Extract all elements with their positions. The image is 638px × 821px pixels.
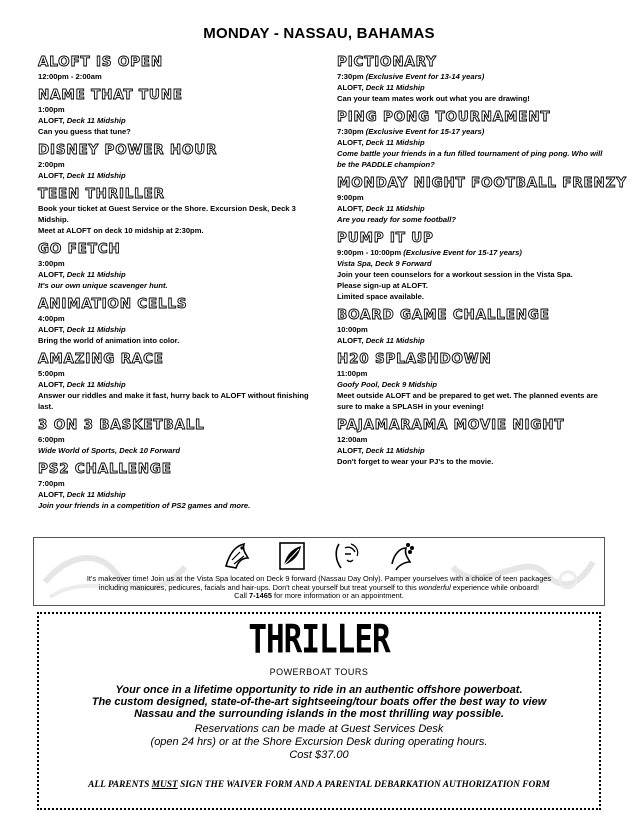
- event-pump-it-up: [337, 230, 607, 302]
- event-detail-line: 9:00pm: [337, 193, 364, 202]
- left-schedule-column: [38, 54, 313, 516]
- leaf-square-icon: [277, 540, 307, 572]
- bird-grapes-icon: [386, 540, 416, 572]
- event-title: DISNEY POWER HOUR: [38, 142, 218, 158]
- event-detail-line: 11:00pm: [337, 369, 368, 378]
- event-detail-line: Are you ready for some football?: [337, 215, 456, 224]
- event-title: NAME THAT TUNE: [38, 87, 183, 103]
- event-detail-line: 9:00pm - 10:00pm (Exclusive Event for 15-17 years): [337, 248, 522, 257]
- event-disney-power-hour: [38, 142, 313, 181]
- event-detail-line: Join your friends in a competition of PS2 games and more.: [38, 501, 251, 510]
- event-detail-line: ALOFT, Deck 11 Midship: [337, 83, 425, 92]
- thriller-pitch: Your once in a lifetime opportunity to ride in an authentic offshore powerboat. The custom designed, state-of-the-art sightseeing/tour boats offer the best way to view Nassau and the surrounding islands in the most thrilling way possible.: [91, 684, 547, 720]
- event-title: BOARD GAME CHALLENGE: [337, 307, 550, 323]
- event-title: ALOFT IS OPEN: [38, 54, 163, 70]
- event-detail-line: 12:00am: [337, 435, 368, 444]
- event-teen-thriller: [38, 186, 313, 236]
- event-detail-line: 7:00pm: [38, 479, 65, 488]
- event-detail-line: Goofy Pool, Deck 9 Midship: [337, 380, 437, 389]
- event-title: AMAZING RACE: [38, 351, 164, 367]
- event-title: PS2 CHALLENGE: [38, 461, 172, 477]
- event-detail-line: Meet outside ALOFT and be prepared to get wet. The planned events are sure to make a SPLASH in your evening!: [337, 391, 598, 411]
- event-detail-line: 3:00pm: [38, 259, 65, 268]
- event-detail-line: 2:00pm: [38, 160, 65, 169]
- event-detail-line: 12:00pm - 2:00am: [38, 72, 102, 81]
- event-title: H20 SPLASHDOWN: [337, 351, 492, 367]
- event-name-that-tune: [38, 87, 313, 137]
- thriller-reservation-info: Reservations can be made at Guest Services Desk (open 24 hrs) or at the Shore Excursion Desk during operating hours. Cost $37.00: [49, 723, 589, 762]
- event-animation-cells: [38, 296, 313, 346]
- event-h20-splashdown: [337, 351, 607, 412]
- event-detail-line: ALOFT, Deck 11 Midship: [38, 270, 126, 279]
- event-title: PAJAMARAMA MOVIE NIGHT: [337, 417, 565, 433]
- event-detail-line: ALOFT, Deck 11 Midship: [337, 204, 425, 213]
- event-detail-line: It's our own unique scavenger hunt.: [38, 281, 168, 290]
- thriller-subtitle: POWERBOAT TOURS: [269, 667, 369, 677]
- event-detail-line: Please sign-up at ALOFT.: [337, 281, 428, 290]
- thriller-powerboat-box: [37, 612, 601, 810]
- event-aloft-is-open: [38, 54, 313, 82]
- event-3-on-3-basketball: [38, 417, 313, 456]
- spa-phone-number: 7-1465: [248, 591, 272, 601]
- event-title: MONDAY NIGHT FOOTBALL FRENZY: [337, 175, 627, 191]
- spa-line-3: Call 7-1465 for more information or an appointment.: [234, 591, 404, 601]
- event-detail-line: 4:00pm: [38, 314, 65, 323]
- bird-sketch-icon: [222, 540, 252, 572]
- event-board-game-challenge: [337, 307, 607, 346]
- spa-line-2: including manicures, pedicures, facials and hair-ups. Don't cheat yourself but treat yourself to this wonderful experience while onboard!: [98, 582, 540, 592]
- event-title: PICTIONARY: [337, 54, 437, 70]
- event-detail-line: 10:00pm: [337, 325, 368, 334]
- event-detail-line: 6:00pm: [38, 435, 65, 444]
- page-title: MONDAY - NASSAU, BAHAMAS: [203, 25, 435, 42]
- event-title: 3 ON 3 BASKETBALL: [38, 417, 205, 433]
- event-detail-line: ALOFT, Deck 11 Midship: [337, 446, 425, 455]
- event-detail-line: ALOFT, Deck 11 Midship: [337, 138, 425, 147]
- event-detail-line: Vista Spa, Deck 9 Forward: [337, 259, 432, 268]
- event-detail-line: 7:30pm (Exclusive Event for 13-14 years): [337, 72, 485, 81]
- event-detail-line: Can your team mates work out what you are drawing!: [337, 94, 530, 103]
- event-title: TEEN THRILLER: [38, 186, 165, 202]
- event-title: ANIMATION CELLS: [38, 296, 188, 312]
- event-title: GO FETCH: [38, 241, 121, 257]
- event-detail-line: Answer our riddles and make it fast, hurry back to ALOFT without finishing last.: [38, 391, 309, 411]
- event-detail-line: ALOFT, Deck 11 Midship: [38, 380, 126, 389]
- event-title: PUMP IT UP: [337, 230, 434, 246]
- event-pajamarama-movie-night: [337, 417, 607, 467]
- event-detail-line: Can you guess that tune?: [38, 127, 131, 136]
- spa-promo-box: [33, 537, 605, 606]
- spa-promo-text: [40, 575, 598, 601]
- event-amazing-race: [38, 351, 313, 412]
- event-title: PING PONG TOURNAMENT: [337, 109, 551, 125]
- event-detail-line: Limited space available.: [337, 292, 424, 301]
- event-go-fetch: [38, 241, 313, 291]
- event-detail-line: Join your teen counselors for a workout session in the Vista Spa.: [337, 270, 573, 279]
- spa-line-1: It's makeover time! Join us at the Vista Spa located on Deck 9 forward (Nassau Day Only). Pamper yourselves with a choice of teen packages: [86, 574, 552, 583]
- event-detail-line: Meet at ALOFT on deck 10 midship at 2:30pm.: [38, 226, 204, 235]
- right-schedule-column: [337, 54, 627, 472]
- event-detail-line: Bring the world of animation into color.: [38, 336, 180, 345]
- event-detail-line: ALOFT, Deck 11 Midship: [38, 325, 126, 334]
- thriller-cost: Cost $37.00: [289, 749, 349, 761]
- event-detail-line: 5:00pm: [38, 369, 65, 378]
- event-detail-line: Book your ticket at Guest Service or the Shore. Excursion Desk, Deck 3 Midship.: [38, 204, 296, 224]
- event-detail-line: Don't forget to wear your PJ's to the movie.: [337, 457, 494, 466]
- event-detail-line: 1:00pm: [38, 105, 65, 114]
- event-detail-line: ALOFT, Deck 11 Midship: [38, 171, 126, 180]
- parent-waiver-notice: ALL PARENTS MUST SIGN THE WAIVER FORM AND A PARENTAL DEBARKATION AUTHORIZATION FORM: [88, 780, 550, 790]
- event-detail-line: ALOFT, Deck 11 Midship: [38, 490, 126, 499]
- event-detail-line: 7:30pm (Exclusive Event for 15-17 years): [337, 127, 485, 136]
- thriller-logo: THRILLER: [248, 617, 390, 663]
- event-ps2-challenge: [38, 461, 313, 511]
- face-sketch-icon: [331, 540, 361, 572]
- event-detail-line: ALOFT, Deck 11 Midship: [38, 116, 126, 125]
- event-pictionary: [337, 54, 607, 104]
- event-detail-line: ALOFT, Deck 11 Midship: [337, 336, 425, 345]
- event-detail-line: Wide World of Sports, Deck 10 Forward: [38, 446, 180, 455]
- event-ping-pong-tournament: [337, 109, 607, 170]
- event-detail-line: Come battle your friends in a fun filled tournament of ping pong. Who will be the PADDLE champion?: [337, 149, 603, 169]
- event-monday-night-football-frenzy: [337, 175, 627, 225]
